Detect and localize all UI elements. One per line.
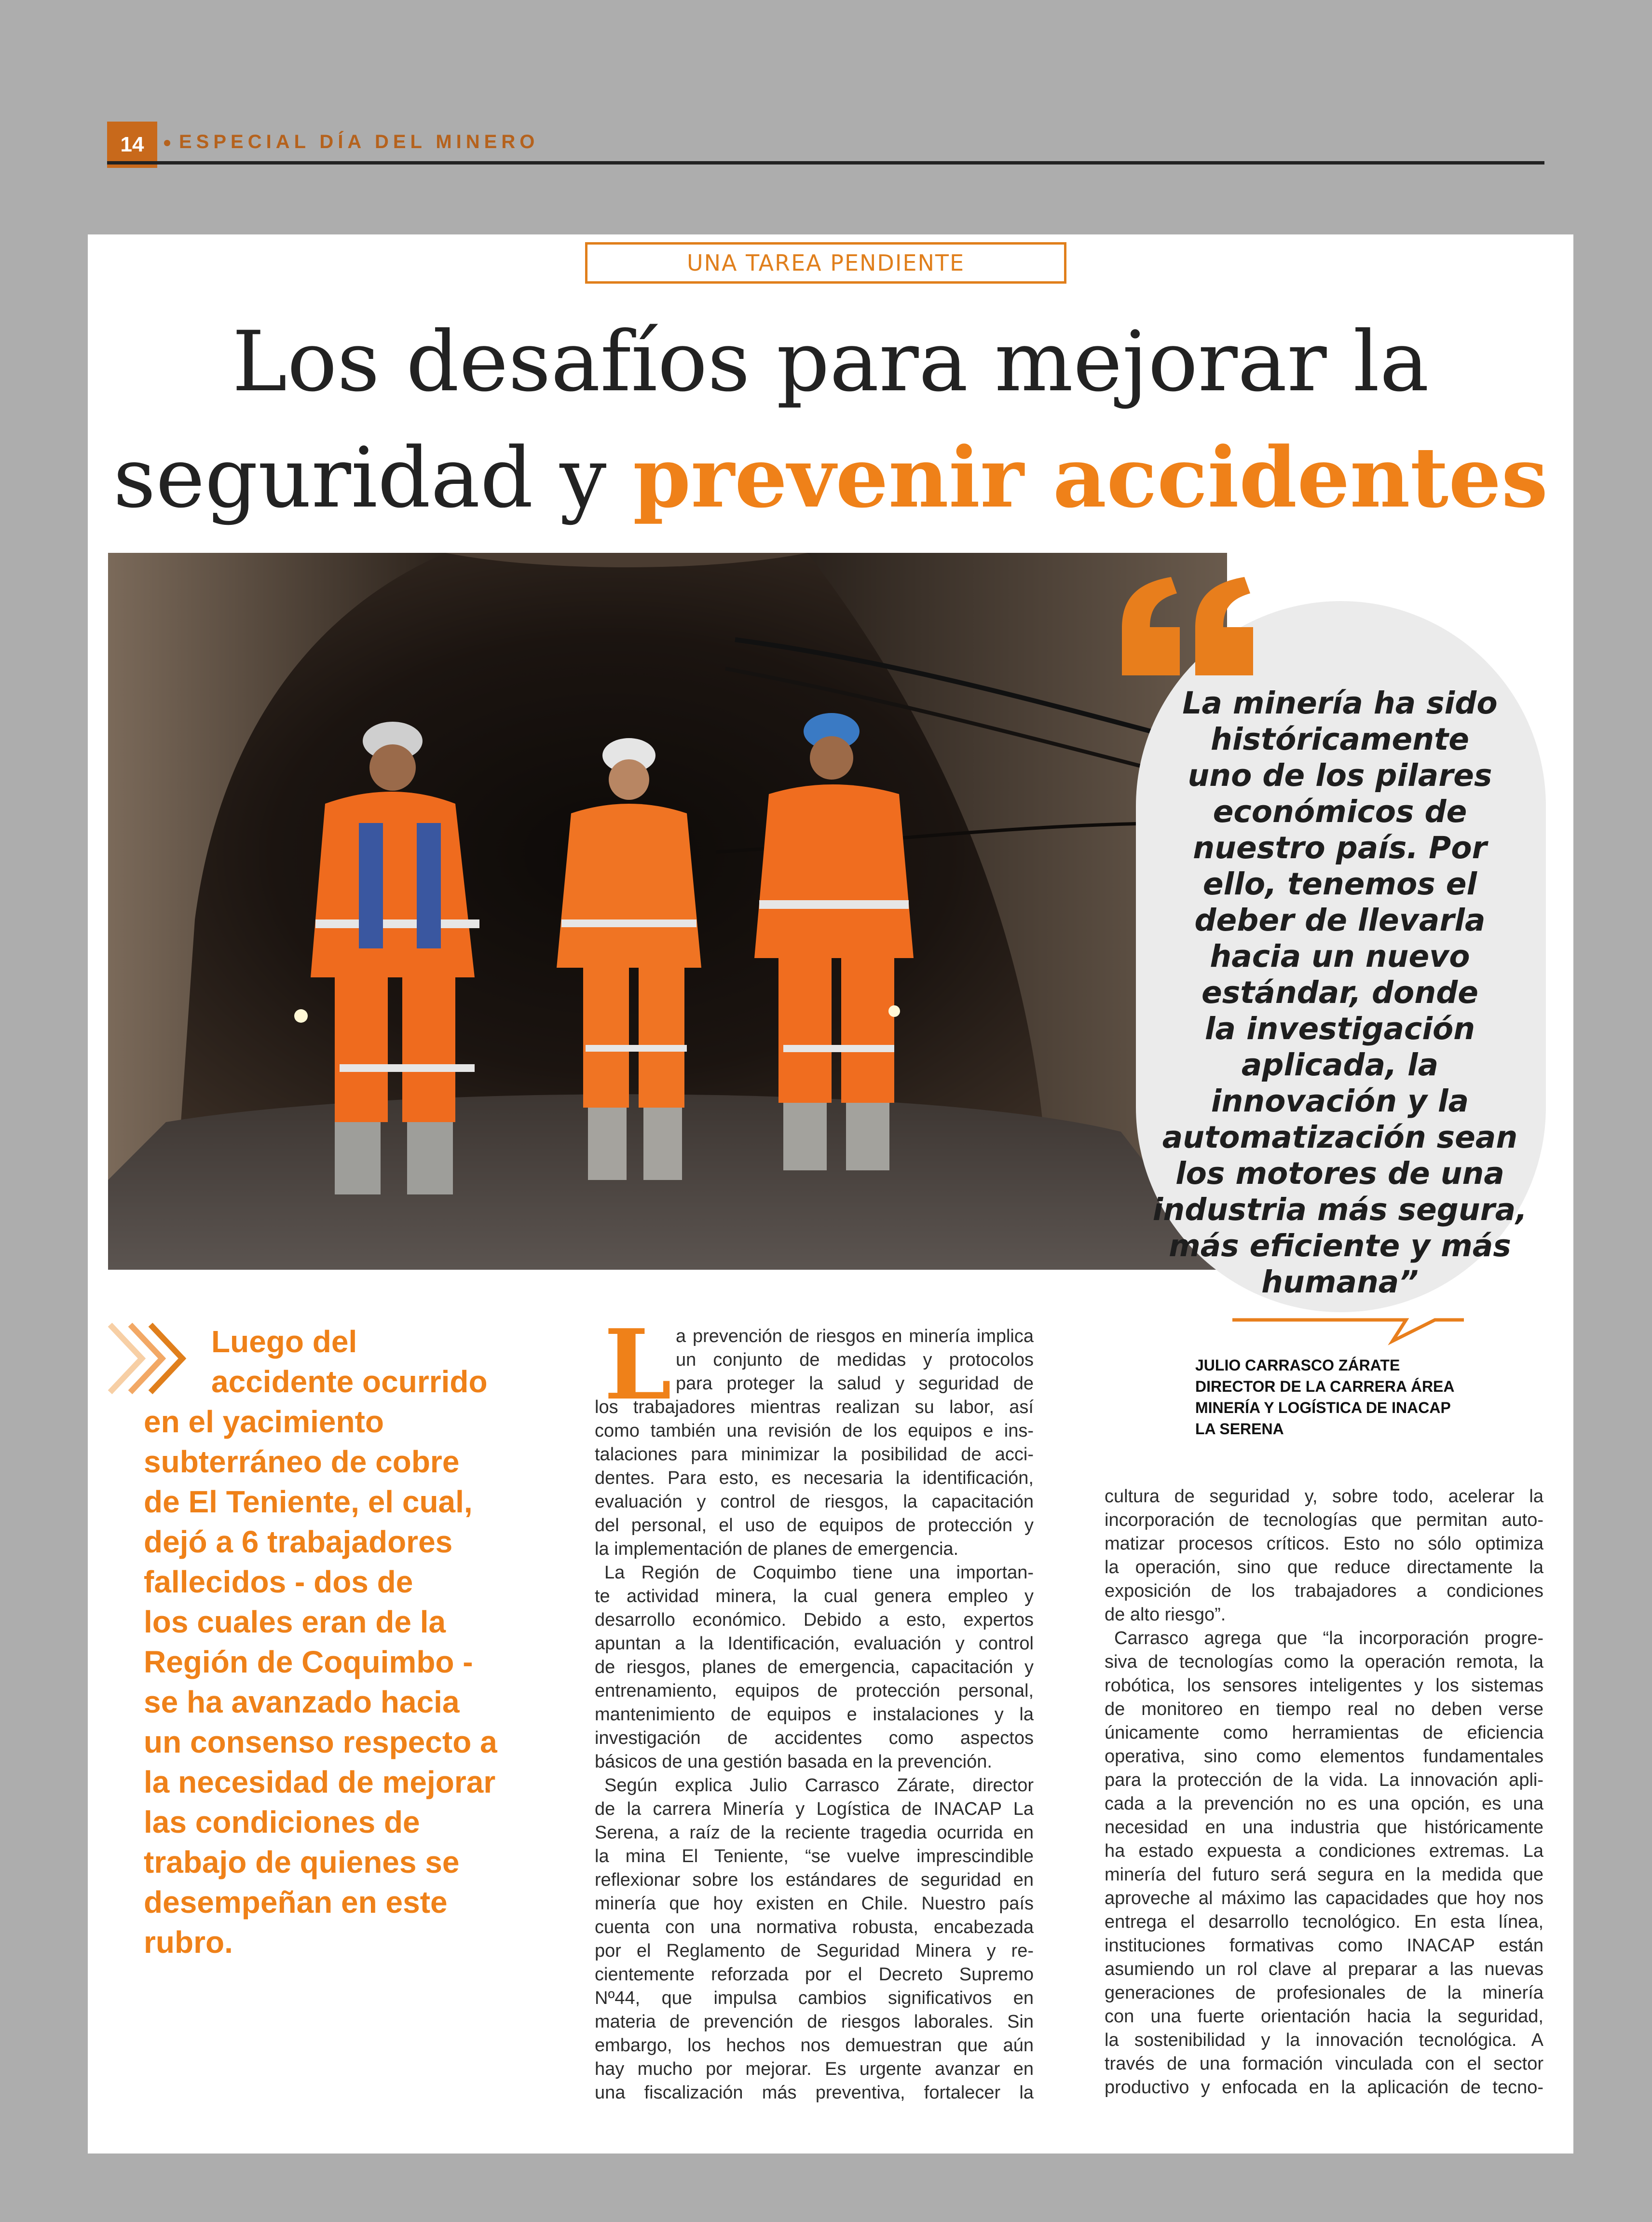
quote-line: industria más segura, bbox=[1152, 1192, 1528, 1227]
body-line: entrenamiento, equipos de protección personal, bbox=[595, 1681, 1034, 1701]
body-line: minería que hoy existen en Chile. Nuestro país bbox=[595, 1893, 1034, 1914]
body-line: de monitoreo en tiempo real no deben verse bbox=[1105, 1699, 1543, 1719]
bullet-dot bbox=[164, 140, 170, 146]
lead-line: accidente ocurrido bbox=[211, 1364, 488, 1399]
body-line: La Región de Coquimbo tiene una importan- bbox=[604, 1563, 1034, 1583]
headline-accent: prevenir accidentes bbox=[633, 428, 1548, 526]
body-line: través de una formación vinculada con el sector bbox=[1105, 2054, 1543, 2074]
quote-line: los motores de una bbox=[1175, 1156, 1504, 1191]
body-line: cada a la prevención no es una opción, es una bbox=[1105, 1794, 1543, 1814]
lead-line: un consenso respecto a bbox=[144, 1725, 497, 1759]
miners-photo bbox=[108, 553, 1227, 1270]
lead-line: fallecidos - dos de bbox=[144, 1564, 413, 1599]
lead-line: dejó a 6 trabajadores bbox=[144, 1524, 453, 1559]
lead-line: las condiciones de bbox=[144, 1805, 420, 1839]
body-line: evaluación y control de riesgos, la capacitación bbox=[595, 1492, 1034, 1512]
body-line: exposición de los trabajadores a condiciones bbox=[1105, 1581, 1543, 1601]
quote-line: aplicada, la bbox=[1241, 1047, 1439, 1083]
body-column-1 bbox=[595, 1325, 1034, 2105]
quote-line: uno de los pilares bbox=[1188, 758, 1492, 793]
headline-line-2 bbox=[88, 420, 1573, 536]
body-line: reflexionar sobre los estándares de seguridad en bbox=[595, 1870, 1034, 1890]
headline-line-1: Los desafíos para mejorar la bbox=[232, 313, 1429, 410]
lead-line: rubro. bbox=[144, 1925, 233, 1960]
body-line: te actividad minera, la cual genera empleo y bbox=[595, 1586, 1034, 1606]
body-line: generaciones de profesionales de la minería bbox=[1105, 1983, 1543, 2003]
quote-line: La minería ha sido bbox=[1182, 686, 1498, 721]
body-line: operativa, sino como elementos fundamentales bbox=[1105, 1746, 1543, 1767]
body-line: materia de prevención de riesgos laborales. Sin bbox=[595, 2012, 1034, 2032]
body-line: asumiendo un rol clave al preparar a las nuevas bbox=[1105, 1959, 1543, 1979]
body-line: la sostenibilidad y la innovación tecnológica. A bbox=[1105, 2030, 1543, 2050]
body-line: minería del futuro será segura en la medida que bbox=[1105, 1865, 1543, 1885]
body-line: de riesgos, planes de emergencia, capacitación y bbox=[595, 1657, 1034, 1677]
quote-line: históricamente bbox=[1211, 722, 1469, 757]
body-line: con una fuerte orientación hacia la seguridad, bbox=[1105, 2006, 1543, 2027]
body-line: Nº44, que impulsa cambios significativos en bbox=[595, 1988, 1034, 2008]
attribution-role: MINERÍA Y LOGÍSTICA DE INACAP bbox=[1195, 1399, 1451, 1416]
quote-line: nuestro país. Por bbox=[1193, 830, 1487, 865]
body-line: instituciones formativas como INACAP están bbox=[1105, 1935, 1543, 1956]
body-line: para proteger la salud y seguridad de bbox=[676, 1373, 1034, 1394]
quote-attribution bbox=[1195, 1355, 1455, 1440]
body-line: la mina El Teniente, “se vuelve imprescindible bbox=[595, 1846, 1034, 1866]
lead-line: Región de Coquimbo - bbox=[144, 1645, 473, 1679]
body-line: robótica, los sensores inteligentes y los sistemas bbox=[1105, 1675, 1543, 1696]
lead-paragraph bbox=[144, 1322, 539, 1962]
body-line: entrega el desarrollo tecnológico. En esta línea, bbox=[1105, 1912, 1543, 1932]
body-line: por el Reglamento de Seguridad Minera y re- bbox=[595, 1941, 1034, 1961]
body-line: cultura de seguridad y, sobre todo, acelerar la bbox=[1105, 1486, 1543, 1507]
body-line: siva de tecnologías como la operación remota, la bbox=[1105, 1652, 1543, 1672]
body-line: ha estado expuesta a condiciones extremas. La bbox=[1105, 1841, 1543, 1861]
body-line: un conjunto de medidas y protocolos bbox=[676, 1350, 1034, 1370]
attribution-role: LA SERENA bbox=[1195, 1420, 1284, 1438]
body-line: talaciones para minimizar la posibilidad de acci- bbox=[595, 1444, 1034, 1465]
drop-cap: L bbox=[604, 1308, 672, 1422]
section-title-text: ESPECIAL DÍA DEL MINERO bbox=[179, 131, 539, 152]
body-line: únicamente como herramientas de eficiencia bbox=[1105, 1723, 1543, 1743]
body-line: los trabajadores mientras realizan su labor, así bbox=[595, 1397, 1034, 1417]
body-line: apuntan a la Identificación, evaluación y control bbox=[595, 1633, 1034, 1654]
body-line: para la protección de la vida. La innovación apli- bbox=[1105, 1770, 1543, 1790]
body-line: básicos de una gestión basada en la prevención. bbox=[595, 1752, 992, 1772]
lead-line: los cuales eran de la bbox=[144, 1605, 446, 1639]
quote-line: la investigación bbox=[1204, 1011, 1475, 1046]
body-line: Serena, a raíz de la reciente tragedia ocurrida en bbox=[595, 1823, 1034, 1843]
lead-line: se ha avanzado hacia bbox=[144, 1685, 460, 1719]
section-title bbox=[164, 131, 539, 153]
body-line: productivo y enfocada en la aplicación de tecno- bbox=[1105, 2077, 1543, 2098]
body-line: cientemente reforzada por el Decreto Supremo bbox=[595, 1964, 1034, 1985]
quote-line: automatización sean bbox=[1162, 1120, 1518, 1155]
body-line: investigación de accidentes como aspectos bbox=[595, 1728, 1034, 1748]
quote-line: económicos de bbox=[1213, 794, 1467, 829]
body-line: dentes. Para esto, es necesaria la identificación, bbox=[595, 1468, 1034, 1488]
attribution-role: DIRECTOR DE LA CARRERA ÁREA bbox=[1195, 1378, 1455, 1395]
body-line: la implementación de planes de emergencia. bbox=[595, 1539, 959, 1559]
quote-line: más eficiente y más bbox=[1169, 1228, 1511, 1263]
body-line: a prevención de riesgos en minería implica bbox=[676, 1326, 1034, 1346]
body-line: Carrasco agrega que “la incorporación progre- bbox=[1114, 1628, 1543, 1648]
body-line: cuenta con una normativa robusta, encabezada bbox=[595, 1917, 1034, 1937]
lead-line: de El Teniente, el cual, bbox=[144, 1484, 473, 1519]
body-line: de la carrera Minería y Logística de INACAP La bbox=[595, 1799, 1034, 1819]
lead-line: la necesidad de mejorar bbox=[144, 1765, 496, 1799]
body-line: mantenimiento de equipos e instalaciones y la bbox=[595, 1704, 1034, 1725]
quote-pointer-line bbox=[1232, 1317, 1464, 1346]
lead-line: en el yacimiento bbox=[144, 1404, 384, 1439]
lead-line: subterráneo de cobre bbox=[144, 1444, 460, 1479]
quotation-mark-icon bbox=[1118, 574, 1263, 675]
quote-line: innovación y la bbox=[1211, 1084, 1469, 1119]
lead-line: trabajo de quienes se bbox=[144, 1845, 460, 1879]
headline-line-2-plain: seguridad y bbox=[113, 429, 633, 526]
body-line: hay mucho por mejorar. Es urgente avanzar en bbox=[595, 2059, 1034, 2079]
body-line: aproveche al máximo las capacidades que hoy nos bbox=[1105, 1888, 1543, 1908]
body-line: desarrollo económico. Debido a esto, expertos bbox=[595, 1610, 1034, 1630]
body-line: Según explica Julio Carrasco Zárate, director bbox=[604, 1775, 1034, 1796]
lead-line: Luego del bbox=[211, 1324, 357, 1359]
body-line: embargo, los hechos nos demuestran que aún bbox=[595, 2035, 1034, 2056]
body-line: como también una revisión de los equipos e ins- bbox=[595, 1421, 1034, 1441]
quote-line: humana” bbox=[1261, 1264, 1419, 1300]
body-line: necesidad en una industria que históricamente bbox=[1105, 1817, 1543, 1838]
quote-line: ello, tenemos el bbox=[1202, 866, 1477, 902]
body-line: de alto riesgo”. bbox=[1105, 1605, 1226, 1625]
body-line: incorporación de tecnologías que permitan auto- bbox=[1105, 1510, 1543, 1530]
attribution-name: JULIO CARRASCO ZÁRATE bbox=[1195, 1357, 1400, 1374]
quote-line: deber de llevarla bbox=[1194, 903, 1486, 938]
body-line: una fiscalización más preventiva, fortalecer la bbox=[595, 2083, 1034, 2103]
header-rule bbox=[107, 161, 1544, 165]
lead-line: desempeñan en este bbox=[144, 1885, 448, 1920]
body-line: matizar procesos críticos. Esto no sólo optimiza bbox=[1105, 1534, 1543, 1554]
pull-quote bbox=[1142, 685, 1538, 1300]
quote-line: hacia un nuevo bbox=[1210, 939, 1470, 974]
body-line: del personal, el uso de equipos de protección y bbox=[595, 1515, 1034, 1536]
page-number: 14 bbox=[107, 122, 157, 168]
body-column-2 bbox=[1105, 1485, 1543, 2099]
kicker-label: UNA TAREA PENDIENTE bbox=[585, 242, 1066, 284]
quote-line: estándar, donde bbox=[1201, 975, 1479, 1010]
headline bbox=[88, 304, 1573, 536]
body-line: la operación, sino que reduce directamente la bbox=[1105, 1557, 1543, 1577]
